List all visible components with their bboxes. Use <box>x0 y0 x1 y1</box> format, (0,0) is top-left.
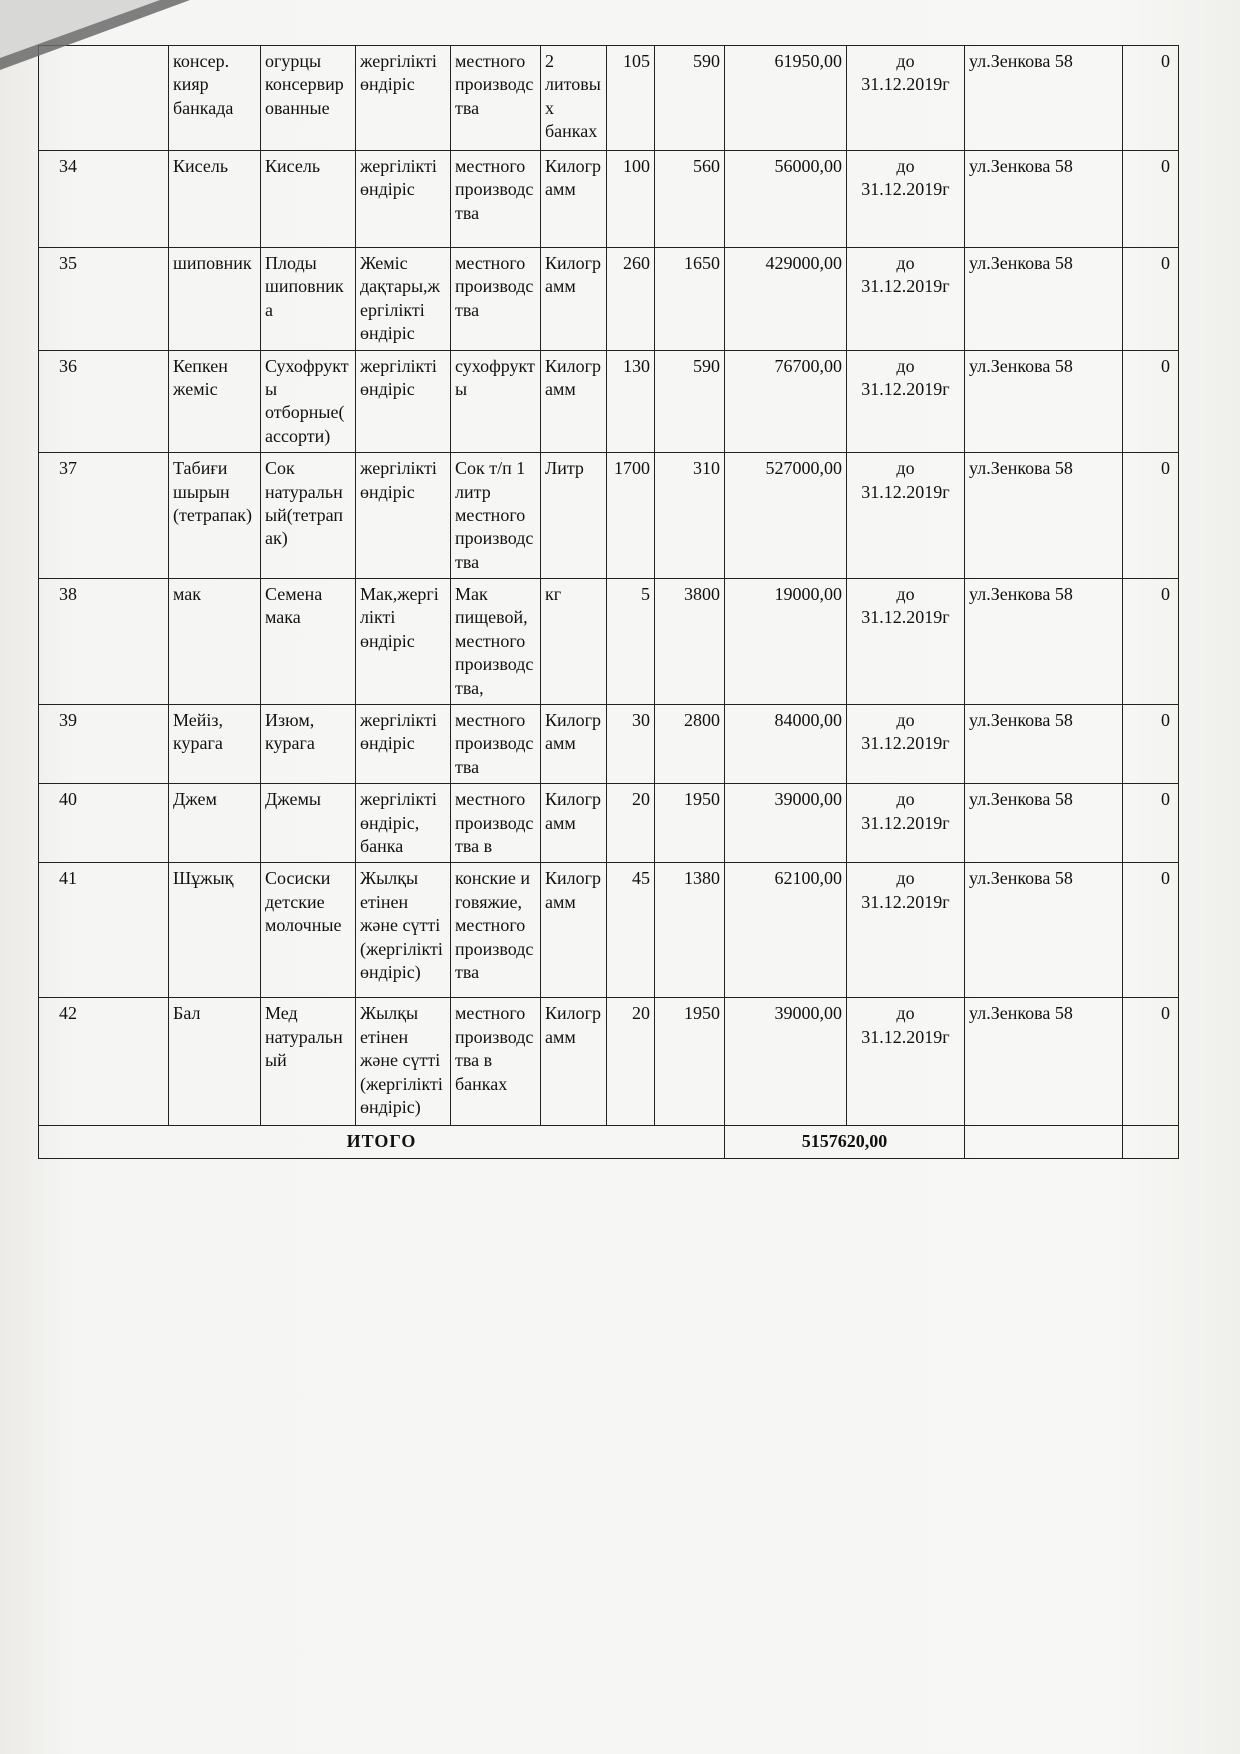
total-empty-cell <box>965 1126 1123 1158</box>
table-row <box>39 350 1179 453</box>
item-name-ru: Сосиски детские молочные <box>261 863 356 998</box>
delivery-deadline: до 31.12.2019г <box>847 151 965 248</box>
last-column-value: 0 <box>1123 863 1179 998</box>
delivery-address: ул.Зенкова 58 <box>965 863 1123 998</box>
origin-ru: местного производства <box>451 248 541 351</box>
item-name-ru: Мед натуральный <box>261 998 356 1126</box>
origin-kz: жергілікті өндіріс <box>356 453 451 579</box>
delivery-address: ул.Зенкова 58 <box>965 453 1123 579</box>
line-total: 429000,00 <box>725 248 847 351</box>
last-column-value: 0 <box>1123 784 1179 863</box>
delivery-address: ул.Зенкова 58 <box>965 46 1123 151</box>
table-row <box>39 579 1179 705</box>
table-row <box>39 453 1179 579</box>
delivery-address: ул.Зенкова 58 <box>965 579 1123 705</box>
delivery-address: ул.Зенкова 58 <box>965 784 1123 863</box>
line-total: 61950,00 <box>725 46 847 151</box>
item-name-kz: Джем <box>169 784 261 863</box>
last-column-value: 0 <box>1123 453 1179 579</box>
origin-ru: местного производства <box>451 705 541 784</box>
item-name-ru: огурцы консервированные <box>261 46 356 151</box>
item-name-ru: Джемы <box>261 784 356 863</box>
delivery-deadline: до 31.12.2019г <box>847 784 965 863</box>
line-total: 527000,00 <box>725 453 847 579</box>
delivery-deadline: до 31.12.2019г <box>847 998 965 1126</box>
unit-of-measure: кг <box>541 579 607 705</box>
origin-kz: жергілікті өндіріс <box>356 46 451 151</box>
item-name-kz: консер. кияр банкада <box>169 46 261 151</box>
quantity: 130 <box>607 350 655 453</box>
item-name-kz: Табиғи шырын (тетрапак) <box>169 453 261 579</box>
delivery-address: ул.Зенкова 58 <box>965 998 1123 1126</box>
unit-of-measure: Килограмм <box>541 248 607 351</box>
total-empty-cell <box>1123 1126 1179 1158</box>
last-column-value: 0 <box>1123 350 1179 453</box>
quantity: 20 <box>607 998 655 1126</box>
unit-of-measure: Килограмм <box>541 350 607 453</box>
unit-of-measure: Килограмм <box>541 705 607 784</box>
unit-of-measure: 2 литовых банках <box>541 46 607 151</box>
item-name-kz: Мейіз, курага <box>169 705 261 784</box>
row-number: 41 <box>39 863 169 998</box>
origin-ru: местного производства <box>451 151 541 248</box>
item-name-ru: Плоды шиповника <box>261 248 356 351</box>
table-row <box>39 863 1179 998</box>
last-column-value: 0 <box>1123 705 1179 784</box>
quantity: 20 <box>607 784 655 863</box>
row-number: 39 <box>39 705 169 784</box>
unit-price: 3800 <box>655 579 725 705</box>
delivery-deadline: до 31.12.2019г <box>847 705 965 784</box>
quantity: 260 <box>607 248 655 351</box>
quantity: 100 <box>607 151 655 248</box>
row-number: 34 <box>39 151 169 248</box>
item-name-ru: Семена мака <box>261 579 356 705</box>
line-total: 84000,00 <box>725 705 847 784</box>
line-total: 76700,00 <box>725 350 847 453</box>
delivery-deadline: до 31.12.2019г <box>847 248 965 351</box>
row-number: 35 <box>39 248 169 351</box>
row-number: 40 <box>39 784 169 863</box>
origin-kz: Жеміс дақтары,жергілікті өндіріс <box>356 248 451 351</box>
origin-kz: жергілікті өндіріс <box>356 151 451 248</box>
item-name-ru: Сухофрукты отборные(ассорти) <box>261 350 356 453</box>
item-name-kz: Кепкен жеміс <box>169 350 261 453</box>
delivery-address: ул.Зенкова 58 <box>965 151 1123 248</box>
delivery-address: ул.Зенкова 58 <box>965 248 1123 351</box>
item-name-ru: Изюм, курага <box>261 705 356 784</box>
unit-of-measure: Килограмм <box>541 998 607 1126</box>
delivery-address: ул.Зенкова 58 <box>965 350 1123 453</box>
last-column-value: 0 <box>1123 998 1179 1126</box>
delivery-deadline: до 31.12.2019г <box>847 453 965 579</box>
item-name-ru: Сок натуральный(тетрапак) <box>261 453 356 579</box>
unit-of-measure: Килограмм <box>541 784 607 863</box>
quantity: 45 <box>607 863 655 998</box>
origin-kz: жергілікті өндіріс <box>356 705 451 784</box>
line-total: 39000,00 <box>725 784 847 863</box>
row-number: 36 <box>39 350 169 453</box>
origin-ru: Сок т/п 1 литр местного производства <box>451 453 541 579</box>
origin-ru: местного производства в <box>451 784 541 863</box>
last-column-value: 0 <box>1123 46 1179 151</box>
item-name-kz: шиповник <box>169 248 261 351</box>
table-row <box>39 998 1179 1126</box>
delivery-deadline: до 31.12.2019г <box>847 350 965 453</box>
delivery-deadline: до 31.12.2019г <box>847 579 965 705</box>
last-column-value: 0 <box>1123 151 1179 248</box>
origin-ru: конские и говяжие, местного производства <box>451 863 541 998</box>
unit-price: 2800 <box>655 705 725 784</box>
goods-table <box>38 45 1179 1159</box>
unit-price: 310 <box>655 453 725 579</box>
table-row <box>39 705 1179 784</box>
unit-of-measure: Килограмм <box>541 151 607 248</box>
delivery-deadline: до 31.12.2019г <box>847 863 965 998</box>
unit-price: 1650 <box>655 248 725 351</box>
line-total: 19000,00 <box>725 579 847 705</box>
origin-ru: местного производства в банках <box>451 998 541 1126</box>
table-row <box>39 248 1179 351</box>
item-name-kz: Бал <box>169 998 261 1126</box>
origin-kz: Жылқы етінен және сүтті (жергілікті өндіріс) <box>356 863 451 998</box>
item-name-ru: Кисель <box>261 151 356 248</box>
delivery-deadline: до 31.12.2019г <box>847 46 965 151</box>
item-name-kz: Шұжық <box>169 863 261 998</box>
origin-kz: Жылқы етінен және сүтті (жергілікті өндіріс) <box>356 998 451 1126</box>
table-row <box>39 784 1179 863</box>
row-number: 37 <box>39 453 169 579</box>
quantity: 30 <box>607 705 655 784</box>
delivery-address: ул.Зенкова 58 <box>965 705 1123 784</box>
folded-page-corner-highlight <box>0 0 160 58</box>
origin-kz: жергілікті өндіріс <box>356 350 451 453</box>
item-name-kz: мак <box>169 579 261 705</box>
quantity: 5 <box>607 579 655 705</box>
row-number: 38 <box>39 579 169 705</box>
total-label: ИТОГО <box>39 1126 725 1158</box>
row-number: 42 <box>39 998 169 1126</box>
unit-price: 590 <box>655 350 725 453</box>
origin-ru: сухофрукты <box>451 350 541 453</box>
unit-price: 560 <box>655 151 725 248</box>
unit-price: 1380 <box>655 863 725 998</box>
table-body <box>39 46 1179 1159</box>
unit-of-measure: Килограмм <box>541 863 607 998</box>
table-row <box>39 151 1179 248</box>
total-row <box>39 1126 1179 1158</box>
table-row <box>39 46 1179 151</box>
origin-kz: Мак,жергілікті өндіріс <box>356 579 451 705</box>
origin-ru: местного производства <box>451 46 541 151</box>
item-name-kz: Кисель <box>169 151 261 248</box>
line-total: 62100,00 <box>725 863 847 998</box>
line-total: 39000,00 <box>725 998 847 1126</box>
quantity: 1700 <box>607 453 655 579</box>
origin-kz: жергілікті өндіріс, банка <box>356 784 451 863</box>
unit-price: 1950 <box>655 784 725 863</box>
total-sum: 5157620,00 <box>725 1126 965 1158</box>
line-total: 56000,00 <box>725 151 847 248</box>
quantity: 105 <box>607 46 655 151</box>
unit-price: 1950 <box>655 998 725 1126</box>
last-column-value: 0 <box>1123 248 1179 351</box>
origin-ru: Мак пищевой, местного производства, <box>451 579 541 705</box>
last-column-value: 0 <box>1123 579 1179 705</box>
unit-of-measure: Литр <box>541 453 607 579</box>
unit-price: 590 <box>655 46 725 151</box>
